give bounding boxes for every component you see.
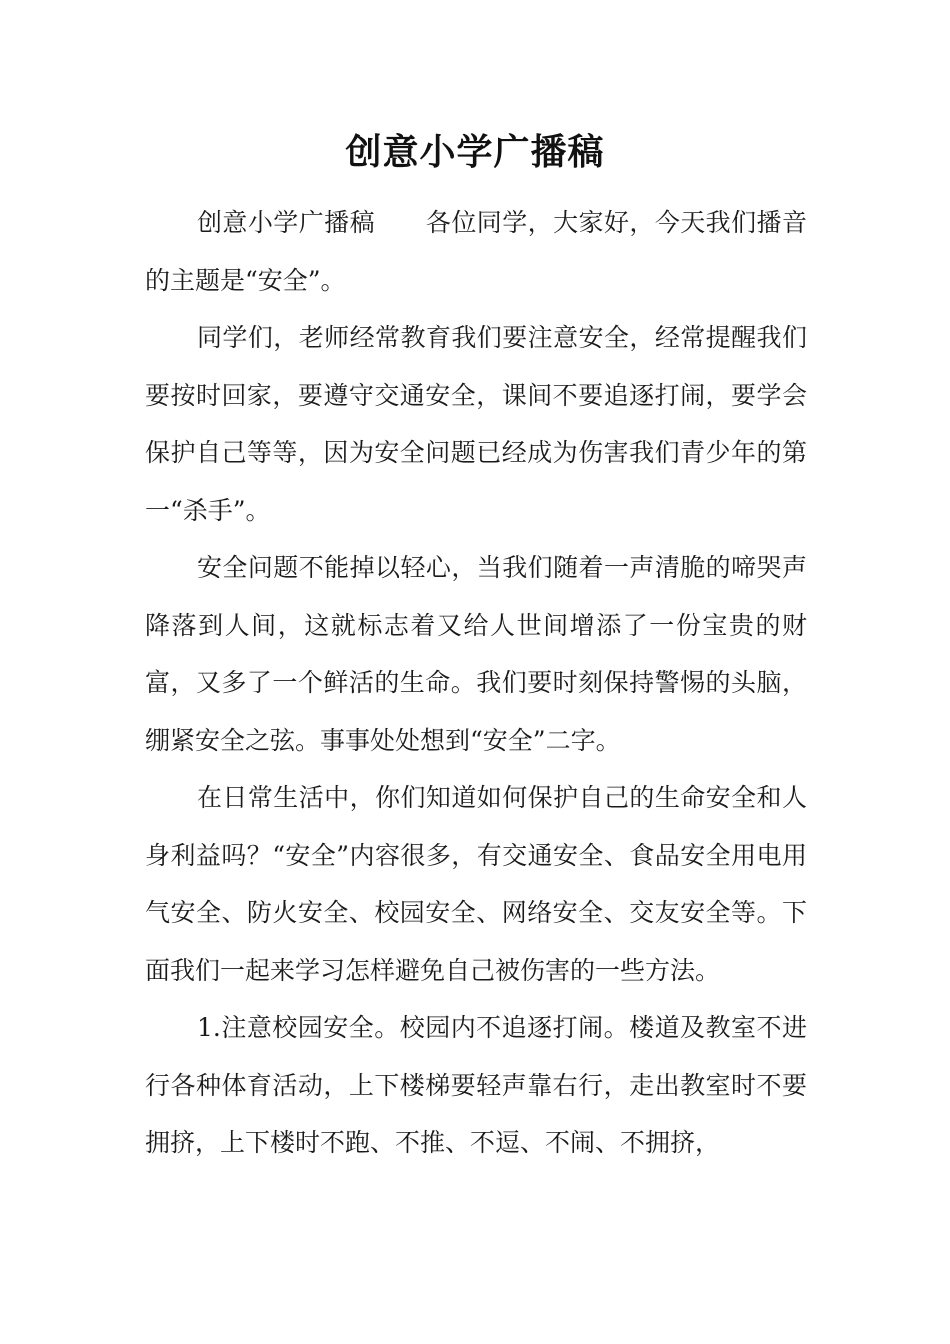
document-body [145,194,807,1172]
paragraph-intro: 创意小学广播稿 各位同学，大家好，今天我们播音的主题是“安全”。 [145,208,807,295]
paragraph-campus-safety: 1.注意校园安全。校园内不追逐打闹。楼道及教室不进行各种体育活动，上下楼梯要轻声靠右行，走出教室时不要拥挤，上下楼时不跑、不推、不逗、不闹、不拥挤， [145,1013,807,1157]
document-title: 创意小学广播稿 [345,131,605,173]
paragraph-safety-importance: 安全问题不能掉以轻心，当我们随着一声清脆的啼哭声降落到人间，这就标志着又给人世间增添了一份宝贵的财富，又多了一个鲜活的生命。我们要时刻保持警惕的头脑，绷紧安全之弦。事事处处想到“安全”二字。 [145,553,807,755]
paragraph-teacher-reminder: 同学们，老师经常教育我们要注意安全，经常提醒我们要按时回家，要遵守交通安全，课间不要追逐打闹，要学会保护自己等等，因为安全问题已经成为伤害我们青少年的第一“杀手”。 [145,323,807,525]
paragraph-daily-life: 在日常生活中，你们知道如何保护自己的生命安全和人身利益吗？“安全”内容很多，有交通安全、食品安全用电用气安全、防火安全、校园安全、网络安全、交友安全等。下面我们一起来学习怎样避免自己被伤害的一些方法。 [145,783,807,985]
